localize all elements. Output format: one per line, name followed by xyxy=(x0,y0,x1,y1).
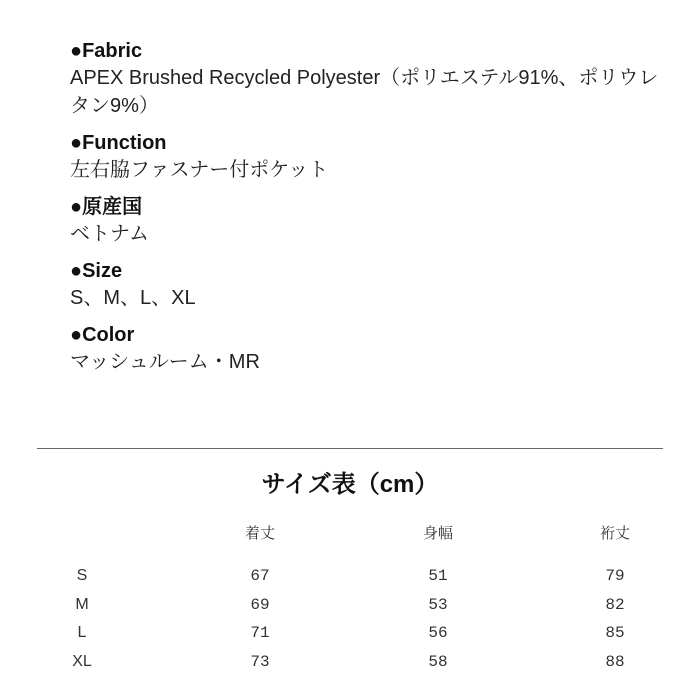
spec-size-value: S、M、L、XL xyxy=(70,287,196,309)
size-cell-sleeve: 79 xyxy=(605,567,625,585)
size-header-chest: 身幅 xyxy=(422,524,454,542)
size-cell-length: 73 xyxy=(250,653,270,671)
size-row-label: M xyxy=(75,596,89,613)
section-divider xyxy=(37,448,663,449)
size-cell-sleeve: 85 xyxy=(605,624,625,642)
spec-fabric-value: APEX Brushed Recycled Polyester（ポリエステル91%、ポリウレタン9%） xyxy=(70,67,659,117)
spec-origin-value: ベトナム xyxy=(70,223,149,245)
size-cell-chest: 58 xyxy=(428,653,448,671)
size-row-label: XL xyxy=(72,653,92,670)
spec-color-title: ●Color xyxy=(70,324,135,346)
size-cell-sleeve: 88 xyxy=(605,653,625,671)
product-specs xyxy=(70,38,660,386)
size-cell-chest: 56 xyxy=(428,624,448,642)
size-cell-length: 71 xyxy=(250,624,270,642)
spec-function xyxy=(70,130,660,184)
spec-fabric xyxy=(70,38,660,120)
spec-origin-title: ●原産国 xyxy=(70,196,143,218)
spec-fabric-title: ●Fabric xyxy=(70,40,143,62)
spec-color xyxy=(70,322,660,376)
size-cell-sleeve: 82 xyxy=(605,596,625,614)
spec-color-value: マッシュルーム・MR xyxy=(70,351,260,373)
size-cell-chest: 51 xyxy=(428,567,448,585)
size-row-label: S xyxy=(76,567,88,584)
spec-function-title: ●Function xyxy=(70,132,167,154)
size-header-length: 着丈 xyxy=(244,524,276,542)
size-cell-length: 67 xyxy=(250,567,270,585)
size-header-sleeve: 裄丈 xyxy=(599,524,631,542)
size-cell-chest: 53 xyxy=(428,596,448,614)
spec-size-title: ●Size xyxy=(70,260,123,282)
spec-size xyxy=(70,258,660,312)
size-cell-length: 69 xyxy=(250,596,270,614)
size-row-label: L xyxy=(77,624,87,641)
spec-origin xyxy=(70,194,660,248)
spec-function-value: 左右脇ファスナー付ポケット xyxy=(70,159,329,181)
size-chart-title: サイズ表（cm） xyxy=(261,471,439,498)
